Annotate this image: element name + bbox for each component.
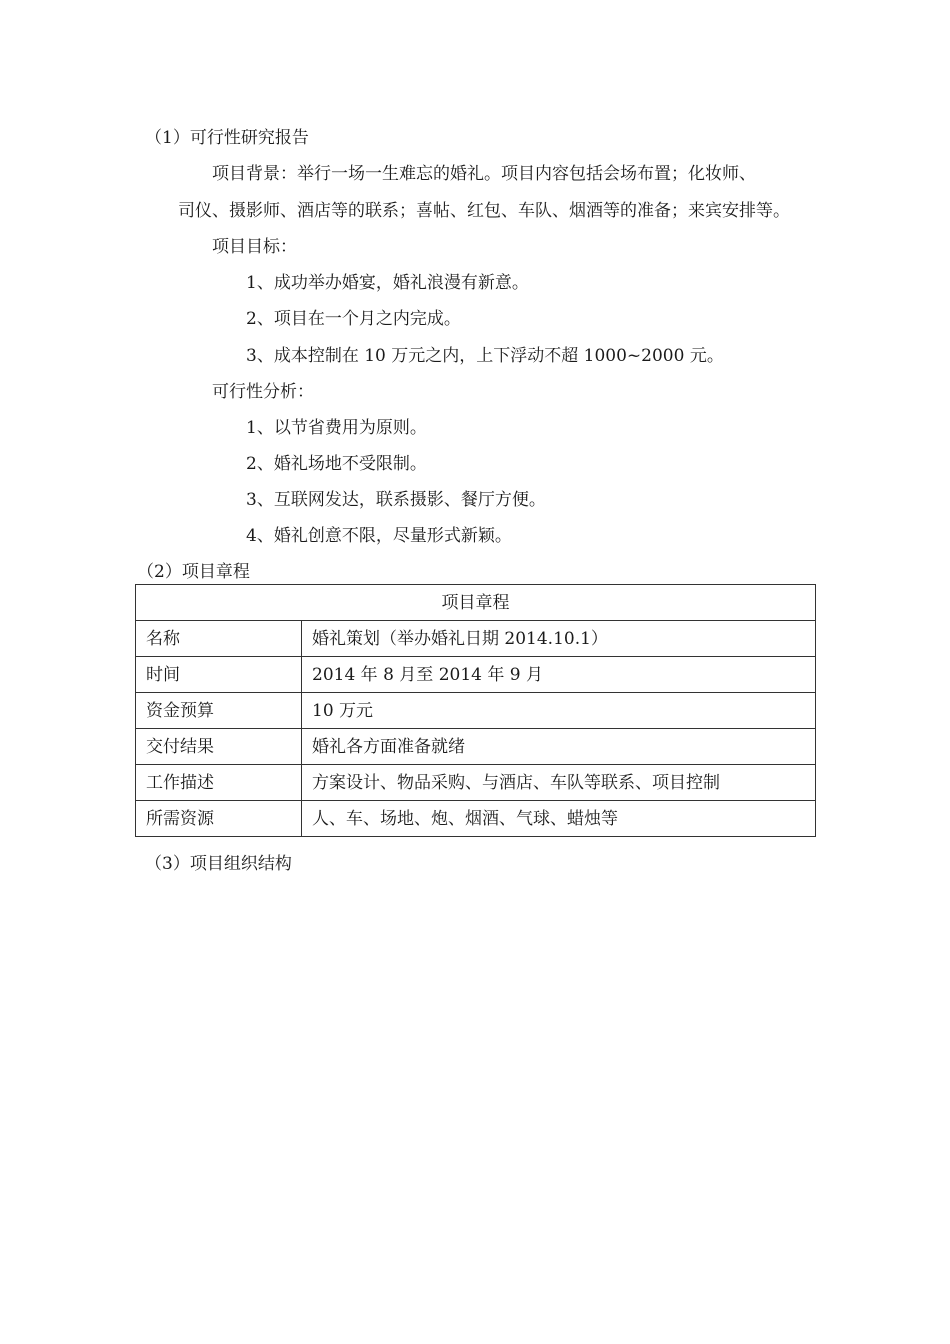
row-label: 名称 bbox=[136, 621, 302, 657]
row-value: 2014 年 8 月至 2014 年 9 月 bbox=[302, 657, 816, 693]
table-row bbox=[136, 621, 816, 657]
table-title: 项目章程 bbox=[136, 585, 816, 621]
table-title-row bbox=[136, 585, 816, 621]
row-label: 工作描述 bbox=[136, 765, 302, 801]
row-value: 10 万元 bbox=[302, 693, 816, 729]
row-label: 所需资源 bbox=[136, 801, 302, 837]
feasibility-heading: 可行性分析： bbox=[212, 382, 314, 402]
goal-item: 1、成功举办婚宴，婚礼浪漫有新意。 bbox=[246, 273, 529, 293]
row-label: 交付结果 bbox=[136, 729, 302, 765]
table-row bbox=[136, 729, 816, 765]
row-label: 资金预算 bbox=[136, 693, 302, 729]
feasibility-item: 3、互联网发达，联系摄影、餐厅方便。 bbox=[246, 490, 546, 510]
table-row bbox=[136, 657, 816, 693]
feasibility-item: 1、以节省费用为原则。 bbox=[246, 418, 427, 438]
background-line-1: 项目背景：举行一场一生难忘的婚礼。项目内容包括会场布置；化妆师、 bbox=[212, 164, 756, 184]
section2-heading: （2）项目章程 bbox=[137, 562, 250, 582]
feasibility-item: 4、婚礼创意不限，尽量形式新颖。 bbox=[246, 526, 512, 546]
goals-heading: 项目目标： bbox=[212, 237, 297, 257]
background-line-2: 司仪、摄影师、酒店等的联系；喜帖、红包、车队、烟酒等的准备；来宾安排等。 bbox=[178, 201, 790, 221]
row-value: 人、车、场地、炮、烟酒、气球、蜡烛等 bbox=[302, 801, 816, 837]
table-row bbox=[136, 693, 816, 729]
row-label: 时间 bbox=[136, 657, 302, 693]
row-value: 婚礼策划（举办婚礼日期 2014.10.1） bbox=[302, 621, 816, 657]
table-row bbox=[136, 765, 816, 801]
project-charter-table bbox=[135, 584, 816, 837]
goal-item: 2、项目在一个月之内完成。 bbox=[246, 309, 461, 329]
feasibility-item: 2、婚礼场地不受限制。 bbox=[246, 454, 427, 474]
row-value: 方案设计、物品采购、与酒店、车队等联系、项目控制 bbox=[302, 765, 816, 801]
section1-heading: （1）可行性研究报告 bbox=[145, 128, 309, 148]
row-value: 婚礼各方面准备就绪 bbox=[302, 729, 816, 765]
table-row bbox=[136, 801, 816, 837]
goal-item: 3、成本控制在 10 万元之内，上下浮动不超 1000~2000 元。 bbox=[246, 346, 724, 366]
section3-heading: （3）项目组织结构 bbox=[145, 854, 292, 874]
